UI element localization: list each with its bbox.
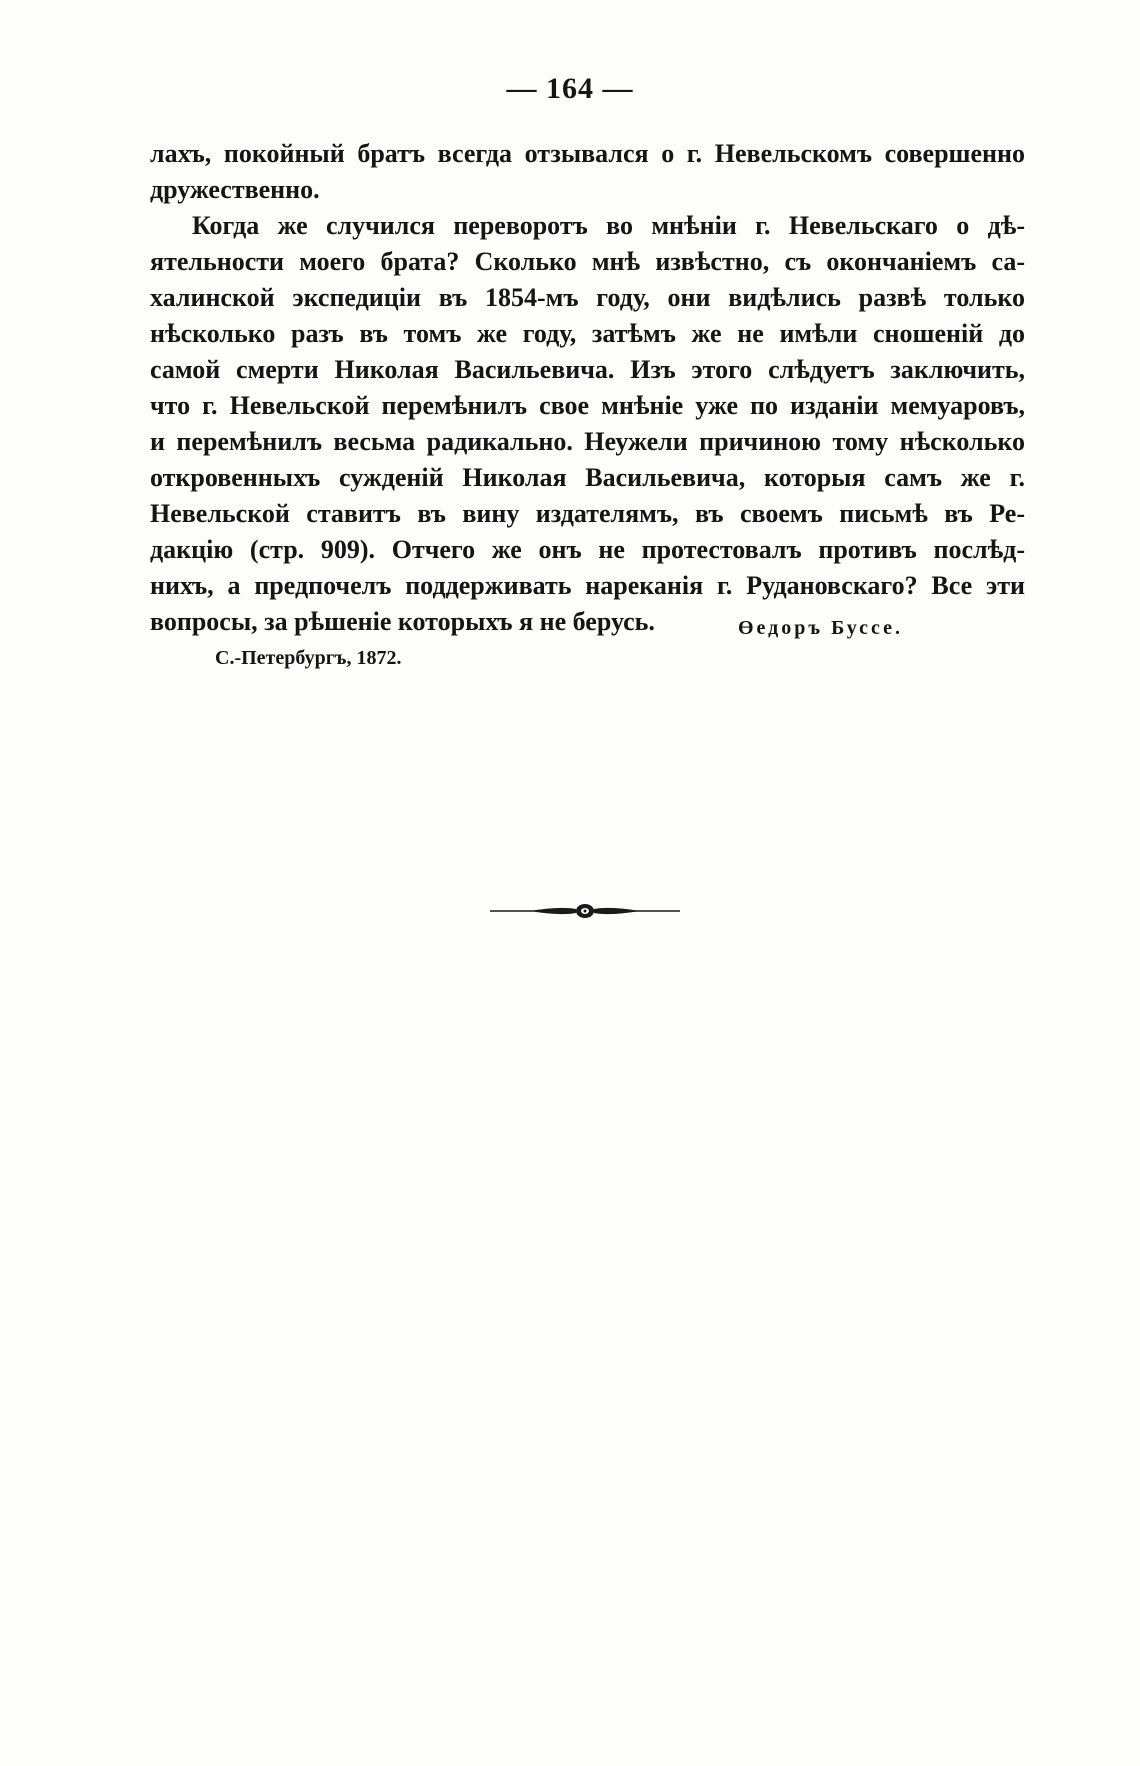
- text-line: дакцію (стр. 909). Отчего же онъ не протестовалъ противъ послѣд-: [150, 535, 1025, 564]
- divider-ornament-icon: [490, 898, 680, 924]
- text-line: халинской экспедиціи въ 1854-мъ году, они видѣлись развѣ только: [150, 283, 1025, 312]
- text-line: и перемѣнилъ весьма радикально. Неужели причиною тому нѣсколько: [150, 427, 1025, 456]
- text-line: нихъ, а предпочелъ поддерживать нареканія г. Рудановскаго? Все эти: [150, 571, 1025, 600]
- text-line: дружественно.: [150, 175, 320, 204]
- text-line: Невельской ставитъ въ вину издателямъ, въ своемъ письмѣ въ Ре-: [150, 499, 1025, 528]
- page-number: — 164 —: [506, 72, 634, 105]
- author-signature: Өедоръ Буссе.: [738, 617, 904, 639]
- text-line: лахъ, покойный братъ всегда отзывался о г. Невельскомъ совершенно: [150, 139, 1025, 168]
- text-line: нѣсколько разъ въ томъ же году, затѣмъ же не имѣли сношеній до: [150, 319, 1025, 348]
- body-text: [150, 136, 1025, 640]
- text-line: откровенныхъ сужденій Николая Васильевича, которыя самъ же г.: [150, 463, 1025, 492]
- text-line: ятельности моего брата? Сколько мнѣ извѣстно, съ окончаніемъ са-: [150, 247, 1025, 276]
- text-line: самой смерти Николая Васильевича. Изъ этого слѣдуетъ заключить,: [150, 355, 1025, 384]
- text-line: вопросы, за рѣшеніе которыхъ я не берусь.: [150, 607, 655, 636]
- place-date: С.-Петербургъ, 1872.: [215, 647, 402, 669]
- text-line: Когда же случился переворотъ во мнѣніи г. Невельскаго о дѣ-: [192, 211, 1025, 240]
- text-line: что г. Невельской перемѣнилъ свое мнѣніе уже по изданіи мемуаровъ,: [150, 391, 1025, 420]
